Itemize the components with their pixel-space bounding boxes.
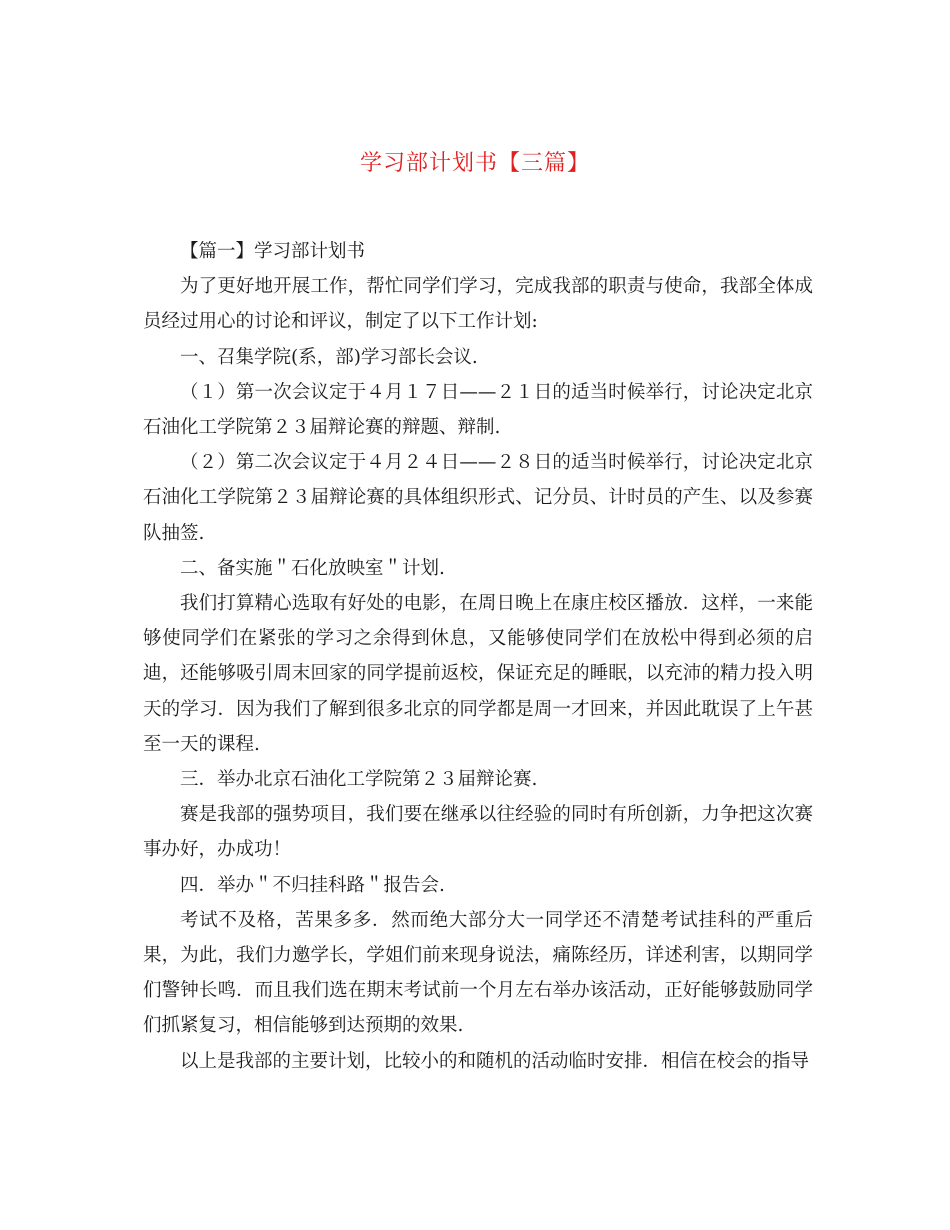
paragraph: 我们打算精心选取有好处的电影，在周日晚上在康庄校区播放．这样，一来能够使同学们在紧张的学习之余得到休息，又能够使同学们在放松中得到必须的启迪，还能够吸引周末回家的同学提前返校，保证充足的睡眠，以充沛的精力投入明天的学习．因为我们了解到很多北京的同学都是周一才回来，并因此耽误了上午甚至一天的课程. — [143, 593, 813, 755]
document-body — [143, 234, 813, 1079]
paragraph: 以上是我部的主要计划，比较小的和随机的活动临时安排．相信在校会的指导 — [180, 1050, 810, 1072]
paragraph: 考试不及格，苦果多多．然而绝大部分大一同学还不清楚考试挂科的严重后果，为此，我们力邀学长，学姐们前来现身说法，痛陈经历，详述利害，以期同学们警钟长鸣．而且我们选在期末考试前一个月左右举办该活动，正好能够鼓励同学们抓紧复习，相信能够到达预期的效果. — [143, 909, 813, 1037]
paragraph: 二、备实施＂石化放映室＂计划. — [180, 557, 445, 579]
paragraph: 一、召集学院(系，部)学习部长会议. — [180, 346, 478, 368]
paragraph: 三．举办北京石油化工学院第２３届辩论赛. — [180, 769, 538, 791]
section-heading: 【篇一】学习部计划书 — [180, 241, 366, 262]
document-title: 学习部计划书【三篇】 — [359, 151, 590, 176]
paragraph: 为了更好地开展工作，帮忙同学们学习，完成我部的职责与使命，我部全体成员经过用心的讨论和评议，制定了以下工作计划: — [143, 276, 813, 333]
paragraph: 赛是我部的强势项目，我们要在继承以往经验的同时有所创新，力争把这次赛事办好，办成功！ — [143, 804, 813, 861]
paragraph: 四．举办＂不归挂科路＂报告会. — [180, 874, 445, 896]
paragraph: （１）第一次会议定于４月１７日——２１日的适当时候举行，讨论决定北京石油化工学院第２３届辩论赛的辩题、辩制. — [143, 381, 813, 439]
paragraph: （２）第二次会议定于４月２４日——２８日的适当时候举行，讨论决定北京石油化工学院第２３届辩论赛的具体组织形式、记分员、计时员的产生、以及参赛队抽签. — [143, 452, 813, 544]
